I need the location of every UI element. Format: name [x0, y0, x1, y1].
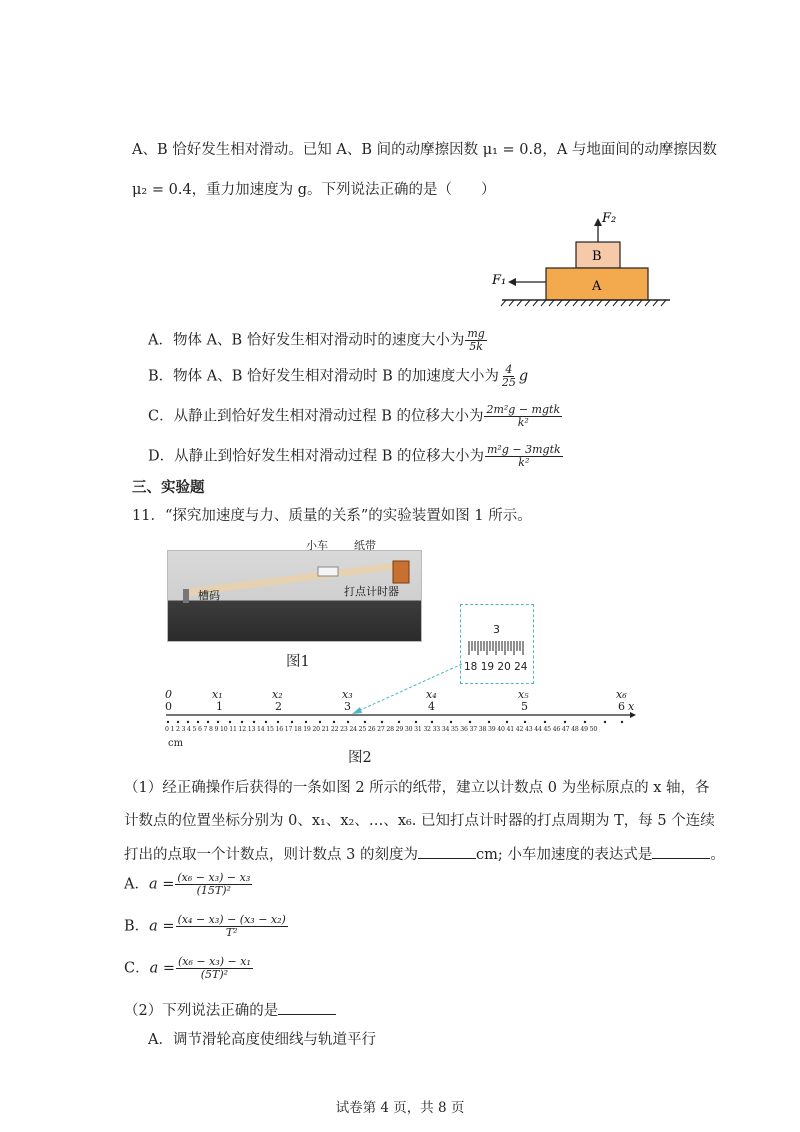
part1-line3: 打出的点取一个计数点，则计数点 3 的刻度为 cm; 小车加速度的表达式是 。 [124, 844, 725, 865]
fig2-unit: cm [168, 738, 184, 749]
timer [393, 561, 409, 583]
fig2-n1: 1 [216, 700, 223, 713]
option-b-fraction: $\frac{4}{25}$ [501, 363, 516, 389]
arrow-f2-head [594, 218, 602, 226]
blocks-figure [488, 210, 678, 310]
fig2-n4: 4 [428, 700, 435, 713]
zoom-ruler [467, 641, 527, 657]
fig1-photo [167, 539, 422, 642]
part1-option-a: A．a = $\frac{\text{(x₆ − x₃) − x₃}}{\text{(15T)²}}$ [124, 871, 251, 897]
fig2-caption: 图2 [348, 750, 372, 766]
q10-stem-line1: A、B 恰好发生相对滑动。已知 A、B 间的动摩擦因数 μ₁ = 0.8，A 与地面间的动摩擦因数 [132, 142, 717, 158]
fig2-n5: 5 [521, 700, 528, 713]
q10-option-d: D．从静止到恰好发生相对滑动过程 B 的位移大小为 $\frac{\text{m²g − 3mgtk}}{\text{k²}}$ [148, 443, 561, 469]
label-timer: 打点计时器 [344, 585, 399, 598]
blank-part2-answer[interactable] [278, 1000, 336, 1015]
q11-stem: 11．“探究加速度与力、质量的关系”的实验装置如图 1 所示。 [132, 508, 532, 524]
q10-option-c: C．从静止到恰好发生相对滑动过程 B 的位移大小为 $\frac{\text{2m²g − mgtk}}{\text{k²}}$ [148, 403, 561, 429]
q10-stem-line2: μ₂ = 0.4，重力加速度为 g。下列说法正确的是（ ） [132, 182, 496, 198]
blank-acceleration-expression[interactable] [652, 844, 710, 859]
label-tape: 纸带 [354, 539, 376, 552]
label-cart: 小车 [306, 539, 328, 552]
fig2-x5: x₅ [518, 688, 529, 701]
cart [318, 567, 338, 576]
arrow-f1-head [508, 278, 516, 286]
zoom-box [460, 604, 534, 684]
part2-option-a: A．调节滑轮高度使细线与轨道平行 [148, 1032, 376, 1048]
label-f1: F₁ [492, 273, 507, 288]
fig2-x0: 0 [165, 688, 172, 701]
label-f2: F₂ [602, 211, 617, 226]
part1-line1: （1）经正确操作后获得的一条如图 2 所示的纸带，建立以计数点 0 为坐标原点的 x 轴，各 [124, 780, 710, 796]
blocks-diagram [488, 210, 678, 310]
zoom-scale-label: 18 19 20 24 [464, 661, 528, 673]
part1-option-b-fraction: $\frac{\text{(x₄ − x₃) − (x₃ − x₂)}}{\text{T²}}$ [177, 913, 286, 939]
section-title: 三、实验题 [132, 479, 205, 496]
option-a-fraction: $\frac{mg}{5k}$ [467, 327, 485, 353]
option-c-fraction: $\frac{\text{2m²g − mgtk}}{\text{k²}}$ [486, 403, 561, 429]
part2-stem: （2）下列说法正确的是 [124, 1000, 336, 1021]
part1-option-a-fraction: $\frac{\text{(x₆ − x₃) − x₃}}{\text{(15T)²}}$ [177, 871, 251, 897]
fig2-x3: x₃ [342, 688, 353, 701]
zoom-count-label: 3 [493, 623, 500, 636]
fig1-caption: 图1 [286, 654, 310, 670]
fig2-axis [160, 712, 640, 726]
part1-option-b: B．a = $\frac{\text{(x₄ − x₃) − (x₃ − x₂)}}{\text{T²}}$ [124, 913, 286, 939]
fig2-x1: x₁ [212, 688, 223, 701]
fig2-n2: 2 [275, 700, 282, 713]
fig2-scale: 0 1 2 3 4 5 6 7 8 9 10 11 12 13 14 15 16 17 18 19 20 21 22 23 24 25 26 27 28 29 30 31 32 33 34 35 36 37 38 39 40 41 42 43 44 45 46 47 48 49 50 [165, 726, 598, 733]
page-footer: 试卷第 4 页，共 8 页 [335, 1100, 465, 1116]
weight [183, 589, 189, 603]
fig2-axis-label: x [628, 700, 635, 713]
fig2-x2: x₂ [272, 688, 283, 701]
fig2-n3: 3 [344, 700, 351, 713]
fig2-n6: 6 [618, 700, 625, 713]
label-block-a: A [592, 279, 602, 294]
fig2-n0: 0 [165, 700, 172, 713]
option-d-fraction: $\frac{\text{m²g − 3mgtk}}{\text{k²}}$ [487, 443, 561, 469]
blank-count3-reading[interactable] [418, 844, 476, 859]
q10-option-a: A．物体 A、B 恰好发生相对滑动时的速度大小为 $\frac{mg}{5k}$ [148, 327, 485, 353]
part1-line2: 计数点的位置坐标分别为 0、x₁、x₂、…、x₆. 已知打点计时器的打点周期为 T，每 5 个连续 [124, 813, 715, 829]
fig2-tape [160, 688, 640, 748]
fig2-x6: x₆ [616, 688, 627, 701]
q10-option-b: B．物体 A、B 恰好发生相对滑动时 B 的加速度大小为 $\frac{4}{25}$ g [148, 363, 529, 389]
fig2-x4: x₄ [426, 688, 437, 701]
label-weight: 槽码 [198, 589, 220, 602]
ground-hatch [501, 300, 666, 306]
label-block-b: B [592, 249, 602, 264]
part1-option-c-fraction: $\frac{\text{(x₆ − x₃) − x₁}}{\text{(5T)²}}$ [178, 955, 251, 981]
part1-option-c: C．a = $\frac{\text{(x₆ − x₃) − x₁}}{\text{(5T)²}}$ [124, 955, 251, 981]
